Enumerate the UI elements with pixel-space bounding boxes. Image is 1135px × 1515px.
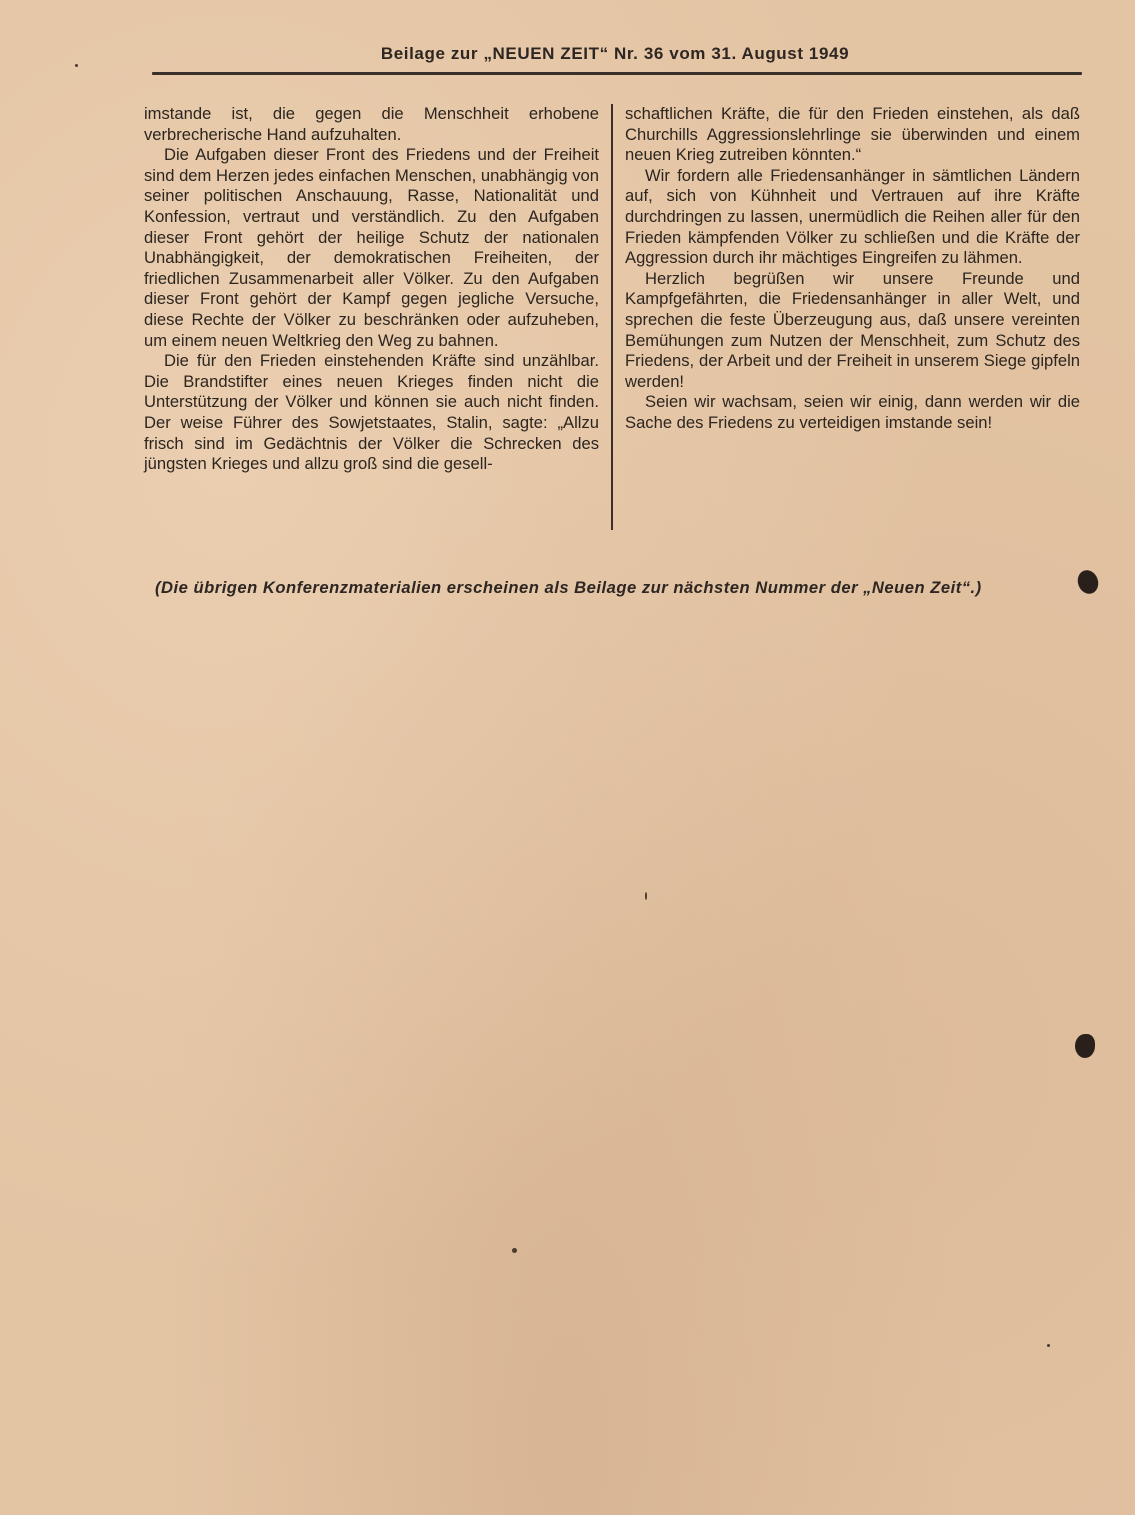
left-paragraph-2: Die Aufgaben dieser Front des Friedens und der Freiheit sind dem Herzen jedes einfachen Menschen, unabhängig von seiner politischen Anschauung, Rasse, Nationalität und Konfession, vertraut und verständlich. Zu den Aufgaben dieser Front gehört der heilige Schutz der nationalen Unabhängigkeit, der demokratischen Freiheiten, der friedlichen Zusammenarbeit aller Völker. Zu den Aufgaben dieser Front gehört der Kampf gegen jegliche Versuche, diese Rechte der Völker zu beschränken oder aufzuheben, um einem neuen Weltkrieg den Weg zu bahnen.: [144, 145, 599, 350]
editorial-footnote: (Die übrigen Konferenzmaterialien erscheinen als Beilage zur nächsten Nummer der „Neuen Zeit“.): [155, 578, 982, 597]
left-column: [144, 104, 599, 475]
paper-speck: [75, 64, 78, 67]
right-paragraph-4: Seien wir wachsam, seien wir einig, dann werden wir die Sache des Friedens zu verteidigen imstande sein!: [625, 392, 1080, 432]
paper-speck: [1047, 1344, 1050, 1347]
paper-speck: [512, 1248, 517, 1253]
right-paragraph-3: Herzlich begrüßen wir unsere Freunde und Kampfgefährten, die Friedensanhänger in aller Welt, und sprechen die feste Überzeugung aus, daß unsere vereinten Bemühungen zum Nutzen der Menschheit, zum Schutz des Friedens, der Arbeit und der Freiheit in unserem Siege gipfeln werden!: [625, 268, 1080, 391]
header-rule: [152, 72, 1082, 75]
right-column: [625, 104, 1080, 434]
right-paragraph-2: Wir fordern alle Friedensanhänger in sämtlichen Ländern auf, sich von Kühnheit und Vertrauen auf ihre Kräfte durchdringen zu lassen, unermüdlich die Reihen aller für den Frieden kämpfenden Völker zu schließen und die Kräfte der Aggression durch ihr mächtiges Eingreifen zu lähmen.: [625, 165, 1080, 268]
paper-speck: [645, 892, 647, 900]
column-divider: [611, 104, 613, 530]
left-paragraph-3: Die für den Frieden einstehenden Kräfte sind unzählbar. Die Brandstifter eines neuen Krieges finden nicht die Unterstützung der Völker und können sie auch nicht finden. Der weise Führer des Sowjetstaates, Stalin, sagte: „Allzu frisch sind im Gedächtnis der Völker die Schrecken des jüngsten Krieges und allzu groß sind die gesell-: [144, 351, 599, 474]
punch-hole-mark: [1075, 1034, 1095, 1058]
page-header: Beilage zur „NEUEN ZEIT“ Nr. 36 vom 31. August 1949: [380, 44, 850, 63]
right-paragraph-1: schaftlichen Kräfte, die für den Frieden einstehen, als daß Churchills Aggressionslehrlinge sie überwinden und einem neuen Krieg zutreiben könnten.“: [625, 104, 1080, 165]
left-paragraph-1: imstande ist, die gegen die Menschheit erhobene verbrecherische Hand aufzuhalten.: [144, 104, 599, 144]
